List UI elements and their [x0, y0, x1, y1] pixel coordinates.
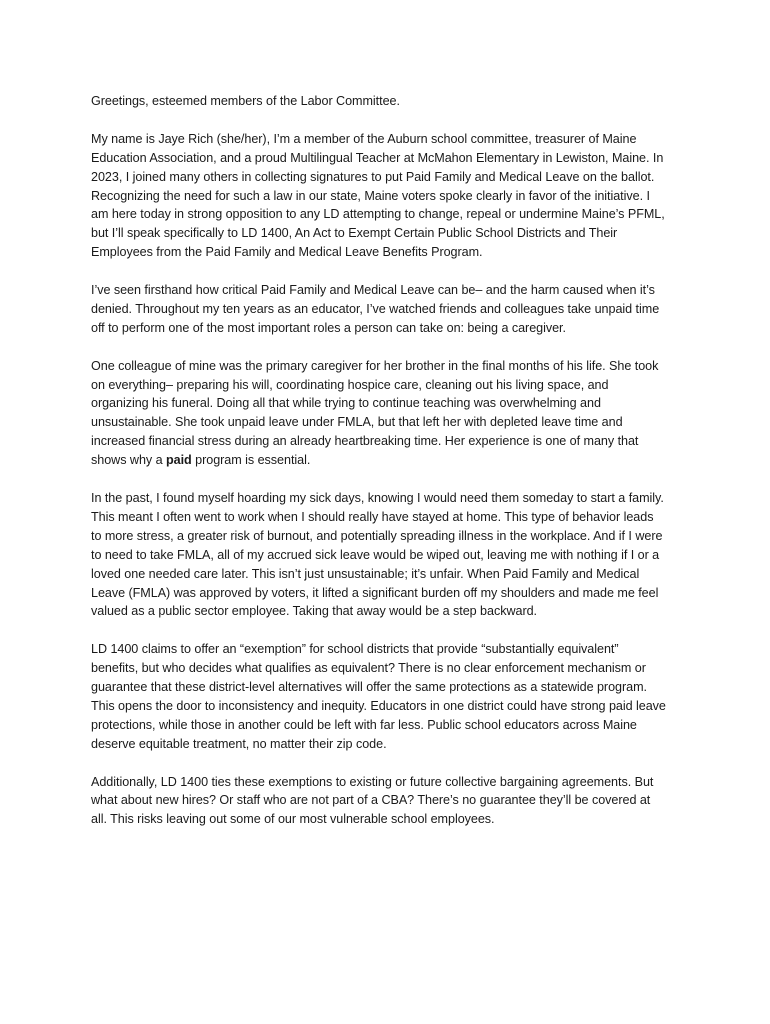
firsthand-experience-paragraph: I’ve seen firsthand how critical Paid Family and Medical Leave can be– and the harm caused when it’s denied. Throughout my ten years as an educator, I’ve watched friends and colleagues take unpaid time off to perform one of the most important roles a person can take on: being a caregiver.: [91, 283, 660, 335]
collective-bargaining-paragraph: Additionally, LD 1400 ties these exemptions to existing or future collective bargaining agreements. But what about new hires? Or staff who are not part of a CBA? There’s no guarantee they’ll be covered at all. This risks leaving out some of our most vulnerable school employees.: [91, 774, 654, 827]
sick-days-paragraph: In the past, I found myself hoarding my sick days, knowing I would need them someday to start a family. This meant I often went to work when I should really have stayed at home. This type of behavior leads to more stress, a greater risk of burnout, and potentially spreading illness in the workplace. And if I were to need to take FMLA, all of my accrued sick leave would be wiped out, leaving me with nothing if I or a loved one needed care later. This isn’t just unsustainable; it’s unfair. When Paid Family and Medical Leave (FMLA) was approved by voters, it lifted a significant burden off my shoulders and made me feel valued as a public sector employee. Taking that away would be a step backward.: [91, 490, 664, 619]
introduction-paragraph: My name is Jaye Rich (she/her), I’m a member of the Auburn school committee, treasurer of Maine Education Association, and a proud Multilingual Teacher at McMahon Elementary in Lewiston, Maine. In 2023, I joined many others in collecting signatures to put Paid Family and Medical Leave on the ballot. Recognizing the need for such a law in our state, Maine voters spoke clearly in favor of the initiative. I am here today in strong opposition to any LD attempting to change, repeal or undermine Maine’s PFML, but I’ll speak specifically to LD 1400, An Act to Exempt Certain Public School Districts and Their Employees from the Paid Family and Medical Leave Benefits Program.: [91, 131, 665, 260]
colleague-story-text: One colleague of mine was the primary caregiver for her brother in the final months of his life. She took on everything– preparing his will, coordinating hospice care, cleaning out his living space, and organizing his funeral. Doing all that while trying to continue teaching was overwhelming and unsustainable. She took unpaid leave under FMLA, but that left her with depleted leave time and increased financial stress during an already heartbreaking time. Her experience is one of many that shows why a: [91, 358, 659, 468]
greeting-paragraph: Greetings, esteemed members of the Labor Committee.: [91, 94, 400, 108]
paid-emphasis: paid: [166, 453, 192, 468]
exemption-paragraph: LD 1400 claims to offer an “exemption” for school districts that provide “substantially equivalent” benefits, but who decides what qualifies as equivalent? There is no clear enforcement mechanism or guarantee that these district-level alternatives will offer the same protections as a statewide program. This opens the door to inconsistency and inequity. Educators in one district could have strong paid leave protections, while those in another could be left with far less. Public school educators across Maine deserve equitable treatment, no matter their zip code.: [91, 642, 666, 751]
colleague-story-paragraph: [91, 357, 666, 470]
colleague-story-ending: program is essential.: [191, 453, 311, 468]
letter-body: [91, 92, 666, 848]
